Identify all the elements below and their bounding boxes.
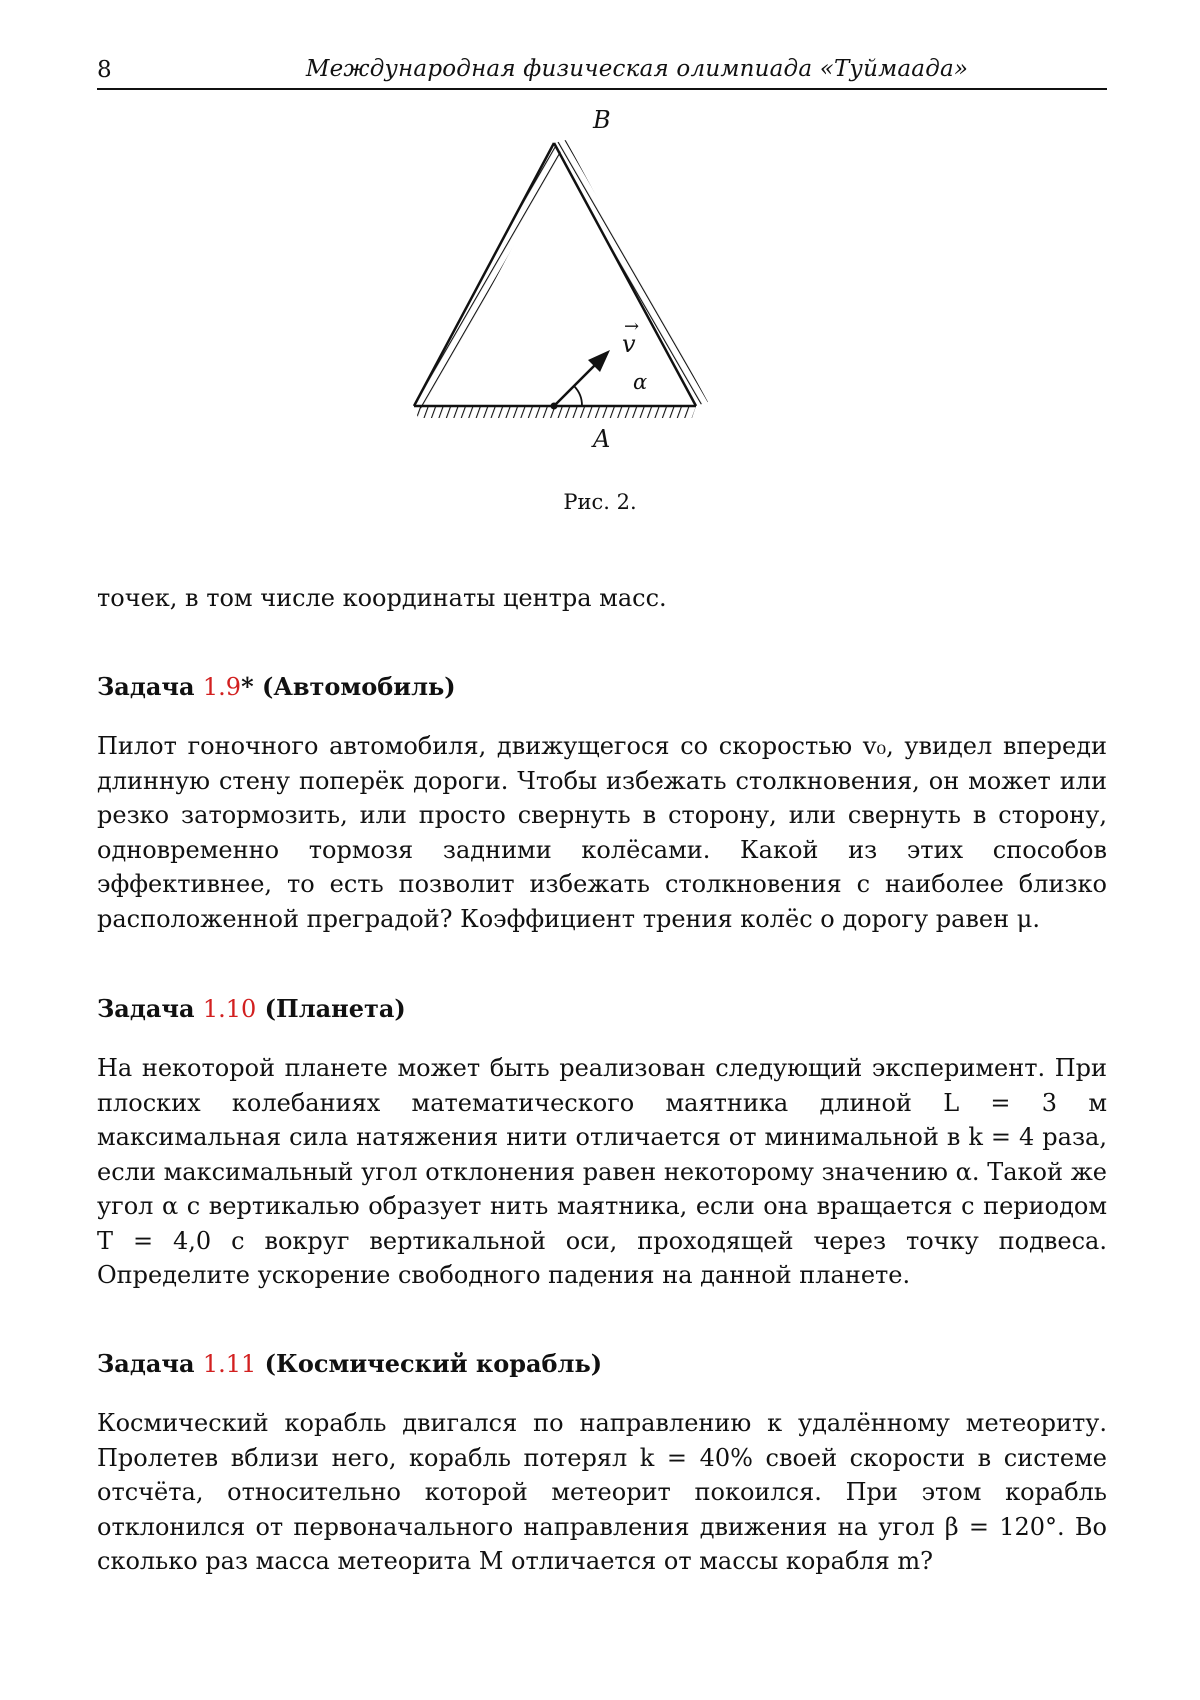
page-header [97, 50, 1107, 90]
label-angle-alpha: α [633, 370, 648, 394]
problem-prefix: Задача [97, 994, 195, 1023]
label-vertex-a: A [593, 425, 611, 453]
problem-prefix: Задача [97, 1349, 195, 1378]
problem-heading-1-11 [97, 1349, 1107, 1378]
problem-text-1-10: На некоторой планете может быть реализован следующий эксперимент. При плоских колебаниях математического маятника длиной L = 3 м максимальная сила натяжения нити отличается от минимальной в k = 4 раза, если максимальный угол отклонения равен некоторому значению α. Такой же угол α с вертикалью образует нить маятника, если она вращается с периодом T = 4,0 с вокруг вертикальной оси, проходящей через точку подвеса. Определите ускорение свободного падения на данной планете. [97, 1054, 1107, 1289]
vector-arrow-glyph: → [624, 316, 640, 337]
problem-title: (Планета) [256, 994, 406, 1023]
problem-heading-1-9 [97, 672, 1107, 701]
problem-title: (Космический корабль) [256, 1349, 603, 1378]
figure-caption: Рис. 2. [563, 490, 637, 514]
problem-number[interactable]: 1.10 [202, 995, 257, 1023]
angle-arc [574, 386, 582, 406]
hatch-left-wall [414, 143, 562, 410]
hatch-right-wall [554, 140, 708, 406]
label-vertex-b: B [593, 106, 611, 134]
wall-left [414, 143, 554, 406]
velocity-letter: v [622, 330, 636, 358]
figure-triangle [420, 100, 780, 460]
running-title: Международная физическая олимпиада «Туймаада» [305, 56, 969, 82]
page-number: 8 [97, 57, 112, 83]
problem-title: * (Автомобиль) [241, 672, 456, 701]
wall-right [554, 143, 696, 406]
problem-number[interactable]: 1.11 [202, 1350, 257, 1378]
label-velocity [622, 316, 640, 358]
velocity-vector [554, 362, 598, 406]
problem-heading-1-10 [97, 994, 1107, 1023]
continued-paragraph: точек, в том числе координаты центра масс. [97, 584, 667, 612]
problem-number[interactable]: 1.9 [202, 673, 242, 701]
problem-text-1-9: Пилот гоночного автомобиля, движущегося со скоростью v₀, увидел впереди длинную стену поперёк дороги. Чтобы избежать столкновения, он может или резко затормозить, или просто свернуть в сторону, или свернуть в сторону, одновременно тормозя задними колёсами. Какой из этих способов эффективнее, то есть позволит избежать столкновения с наиболее близко расположенной преградой? Коэффициент трения колёс о дорогу равен μ. [97, 732, 1107, 933]
problem-prefix: Задача [97, 672, 195, 701]
problem-text-1-11: Космический корабль двигался по направлению к удалённому метеориту. Пролетев вблизи него, корабль потерял k = 40% своей скорости в системе отсчёта, относительно которой метеорит покоился. При этом корабль отклонился от первоначального направления движения на угол β = 120°. Во сколько раз масса метеорита M отличается от массы корабля m? [97, 1409, 1107, 1575]
triangle-diagram [420, 100, 780, 460]
